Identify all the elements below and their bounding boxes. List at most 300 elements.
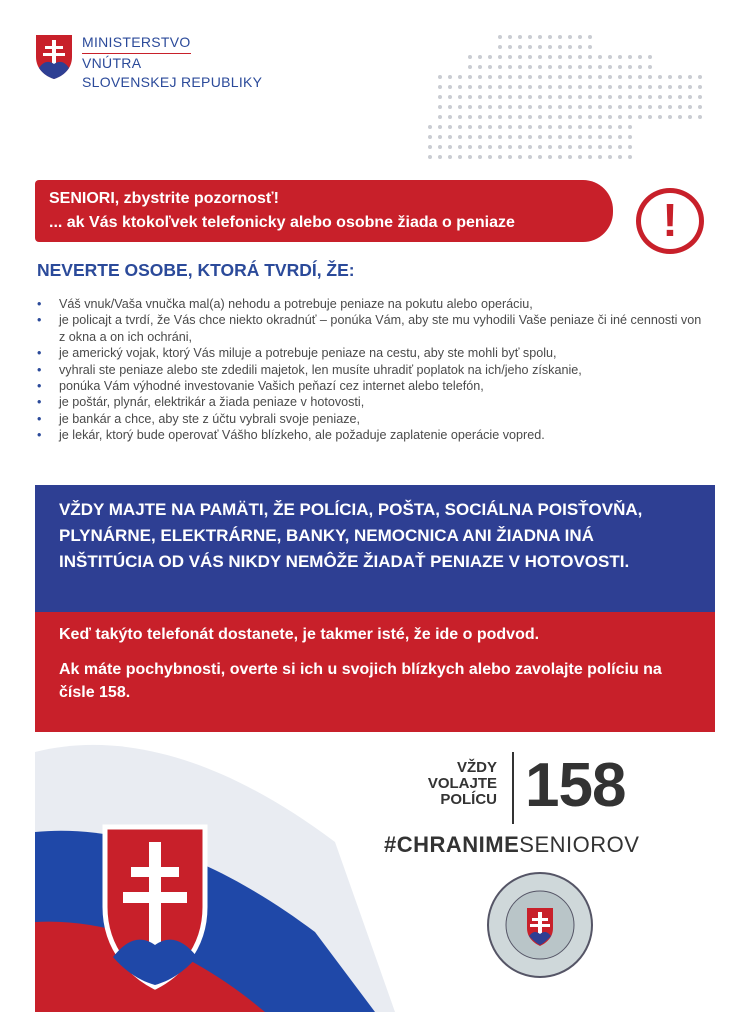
map-dot: [538, 65, 542, 69]
map-dot: [488, 95, 492, 99]
map-dot: [578, 105, 582, 109]
map-dot: [558, 35, 562, 39]
map-dot: [478, 105, 482, 109]
institutions-notice: VŽDY MAJTE NA PAMÄTI, ŽE POLÍCIA, POŠTA, SOCIÁLNA POISŤOVŇA, PLYNÁRNE, ELEKTRÁRNE, BANKY, NEMOCNICA ANI ŽIADNA INÁ INŠTITÚCIA OD VÁS NIKDY NEMÔŽE ŽIADAŤ PENIAZE V HOTOVOSTI.: [35, 485, 715, 613]
map-dot: [508, 105, 512, 109]
map-dot: [568, 45, 572, 49]
map-dot: [498, 85, 502, 89]
map-dot: [558, 65, 562, 69]
map-dot: [568, 95, 572, 99]
map-dot: [498, 55, 502, 59]
map-dot: [588, 45, 592, 49]
map-dot: [658, 85, 662, 89]
map-dot: [638, 85, 642, 89]
map-dot: [578, 125, 582, 129]
map-dot: [608, 155, 612, 159]
map-dot: [648, 105, 652, 109]
map-dot: [568, 145, 572, 149]
call-line: VŽDY: [456, 759, 497, 776]
map-dot: [558, 105, 562, 109]
map-dot: [618, 125, 622, 129]
map-dot: [538, 55, 542, 59]
banner-title: SENIORI, zbystrite pozornosť!: [49, 190, 279, 207]
map-dot: [468, 55, 472, 59]
map-dot: [458, 125, 462, 129]
map-dot: [538, 155, 542, 159]
map-dot: [518, 105, 522, 109]
map-dot: [498, 145, 502, 149]
map-dot: [448, 85, 452, 89]
map-dot: [508, 115, 512, 119]
hashtag-bold: #CHRANIME: [384, 832, 520, 857]
police-emblem-logo: [485, 870, 595, 980]
map-dot: [548, 85, 552, 89]
map-dot: [498, 105, 502, 109]
map-dot: [458, 155, 462, 159]
map-dot: [438, 115, 442, 119]
map-dot: [538, 105, 542, 109]
map-dot: [518, 55, 522, 59]
map-dot: [558, 125, 562, 129]
list-item: • je lekár, ktorý bude operovať Vášho blízkeho, ale požaduje zaplatenie operácie vopred.: [37, 427, 707, 443]
warning-heading: NEVERTE OSOBE, KTORÁ TVRDÍ, ŽE:: [37, 260, 355, 280]
map-dot: [458, 85, 462, 89]
map-dot: [688, 85, 692, 89]
map-dot: [548, 55, 552, 59]
map-dot: [698, 75, 702, 79]
map-dot: [518, 145, 522, 149]
map-dot: [578, 45, 582, 49]
map-dot: [578, 155, 582, 159]
map-dot: [638, 65, 642, 69]
map-dot: [678, 115, 682, 119]
list-item: • je poštár, plynár, elektrikár a žiada peniaze v hotovosti,: [37, 394, 707, 410]
map-dot: [588, 115, 592, 119]
map-dot: [518, 135, 522, 139]
map-dot: [548, 45, 552, 49]
hashtag: [384, 832, 639, 858]
map-dot: [548, 105, 552, 109]
map-dot: [548, 115, 552, 119]
map-dot: [548, 65, 552, 69]
map-dot: [488, 85, 492, 89]
fraud-notice-text: Keď takýto telefonát dostanete, je takmer isté, že ide o podvod.: [59, 626, 540, 643]
map-dot: [538, 95, 542, 99]
map-dot: [528, 125, 532, 129]
map-dot: [638, 115, 642, 119]
map-dot: [648, 65, 652, 69]
map-dot: [528, 85, 532, 89]
map-dot: [448, 125, 452, 129]
map-dot: [688, 115, 692, 119]
map-dot: [618, 105, 622, 109]
map-dot: [698, 85, 702, 89]
list-item: • ponúka Vám výhodné investovanie Vašich peňazí cez internet alebo telefón,: [37, 378, 707, 394]
map-dot: [448, 135, 452, 139]
map-dot: [478, 65, 482, 69]
map-dot: [498, 75, 502, 79]
map-dot: [528, 45, 532, 49]
map-dot: [458, 145, 462, 149]
map-dot: [458, 75, 462, 79]
map-dot: [538, 135, 542, 139]
map-dot: [528, 145, 532, 149]
map-dot: [588, 95, 592, 99]
warning-list: [37, 296, 707, 444]
map-dot: [648, 115, 652, 119]
map-dot: [648, 85, 652, 89]
map-dot: [568, 55, 572, 59]
slovak-coat-of-arms-logo: [35, 34, 73, 80]
map-dot: [508, 65, 512, 69]
map-dot: [538, 145, 542, 149]
map-dot: [618, 75, 622, 79]
map-dot: [638, 55, 642, 59]
map-dot: [468, 115, 472, 119]
map-dot: [548, 145, 552, 149]
map-dot: [438, 75, 442, 79]
map-dot: [508, 85, 512, 89]
map-dot: [488, 125, 492, 129]
map-dot: [588, 145, 592, 149]
map-dot: [468, 75, 472, 79]
map-dot: [518, 75, 522, 79]
ministry-line: SLOVENSKEJ REPUBLIKY: [82, 74, 263, 90]
map-dot: [608, 65, 612, 69]
map-dot: [488, 115, 492, 119]
map-dot: [428, 155, 432, 159]
map-dot: [538, 45, 542, 49]
map-dot: [528, 95, 532, 99]
map-dot: [628, 115, 632, 119]
exclamation-icon: !: [636, 188, 704, 254]
map-dot: [688, 105, 692, 109]
map-dot: [598, 145, 602, 149]
map-dot: [688, 75, 692, 79]
map-dot: [568, 125, 572, 129]
map-dot: [588, 125, 592, 129]
map-dot: [578, 145, 582, 149]
map-dot: [518, 155, 522, 159]
map-dot: [488, 135, 492, 139]
map-dot: [578, 95, 582, 99]
map-dot: [578, 55, 582, 59]
map-dot: [628, 75, 632, 79]
map-dot: [658, 95, 662, 99]
map-dot: [618, 115, 622, 119]
ministry-line: VNÚTRA: [82, 55, 142, 71]
map-dot: [468, 155, 472, 159]
call-line: VOLAJTE: [427, 775, 497, 792]
map-dot: [628, 65, 632, 69]
map-dot: [508, 135, 512, 139]
map-dot: [668, 115, 672, 119]
map-dot: [518, 115, 522, 119]
map-dot: [668, 85, 672, 89]
map-dot: [468, 135, 472, 139]
map-dot: [478, 95, 482, 99]
map-dot: [498, 155, 502, 159]
map-dot: [618, 145, 622, 149]
map-dot: [478, 155, 482, 159]
map-dot: [588, 65, 592, 69]
map-dot: [448, 155, 452, 159]
map-dot: [548, 125, 552, 129]
map-dot: [648, 55, 652, 59]
map-dot: [568, 85, 572, 89]
fraud-notice: [35, 612, 715, 732]
map-dot: [618, 135, 622, 139]
map-dot: [528, 135, 532, 139]
map-dot: [478, 135, 482, 139]
map-dot: [598, 65, 602, 69]
map-dot: [488, 155, 492, 159]
map-dot: [508, 95, 512, 99]
map-dot: [528, 55, 532, 59]
map-dot: [428, 135, 432, 139]
list-item: • Váš vnuk/Vaša vnučka mal(a) nehodu a potrebuje peniaze na pokutu alebo operáciu,: [37, 296, 707, 312]
map-dot: [578, 65, 582, 69]
ministry-line: MINISTERSTVO: [82, 33, 191, 54]
map-dot: [598, 125, 602, 129]
map-dot: [518, 35, 522, 39]
map-dot: [628, 95, 632, 99]
map-dot: [568, 115, 572, 119]
map-dot: [518, 85, 522, 89]
map-dot: [558, 95, 562, 99]
map-dot: [598, 115, 602, 119]
map-dot: [438, 95, 442, 99]
map-dot: [478, 55, 482, 59]
banner-subtitle: ... ak Vás ktokoľvek telefonicky alebo osobne žiada o peniaze: [49, 214, 515, 231]
map-dot: [488, 105, 492, 109]
map-dot: [438, 135, 442, 139]
map-dot: [678, 95, 682, 99]
police-number: 158: [525, 751, 626, 820]
map-dot: [518, 125, 522, 129]
map-dot: [598, 155, 602, 159]
map-dot: [628, 55, 632, 59]
map-dot: [548, 135, 552, 139]
map-dot: [508, 125, 512, 129]
map-dot: [428, 125, 432, 129]
map-dot: [638, 75, 642, 79]
map-dot: [488, 65, 492, 69]
list-item: • vyhrali ste peniaze alebo ste zdedili majetok, len musíte uhradiť poplatok na ich/jeho získanie,: [37, 362, 707, 378]
map-dot: [598, 95, 602, 99]
call-police-label: [400, 760, 497, 808]
map-dot: [448, 105, 452, 109]
map-dot: [468, 145, 472, 149]
map-dot: [698, 115, 702, 119]
map-dot: [588, 85, 592, 89]
map-dot: [588, 135, 592, 139]
map-dot: [558, 45, 562, 49]
map-dot: [558, 85, 562, 89]
map-dot: [488, 55, 492, 59]
map-dot: [438, 85, 442, 89]
map-dot: [568, 105, 572, 109]
map-dot: [488, 145, 492, 149]
hashtag-light: SENIOROV: [519, 832, 640, 857]
map-dot: [678, 105, 682, 109]
map-dot: [618, 85, 622, 89]
map-dot: [548, 95, 552, 99]
map-dot: [478, 115, 482, 119]
map-dot: [438, 145, 442, 149]
map-dot: [598, 85, 602, 89]
map-dot: [538, 115, 542, 119]
map-dot: [588, 105, 592, 109]
map-dot: [578, 135, 582, 139]
map-dot: [588, 35, 592, 39]
map-dot: [628, 85, 632, 89]
map-dot: [548, 155, 552, 159]
map-dot: [468, 95, 472, 99]
list-item: • je policajt a tvrdí, že Vás chce niekto okradnúť – ponúka Vám, aby ste mu vyhodili Vaše peniaze či iné cennosti von z okna a on ich ochráni,: [37, 312, 707, 345]
map-dot: [598, 135, 602, 139]
map-dot: [498, 65, 502, 69]
map-dot: [678, 75, 682, 79]
map-dot: [588, 75, 592, 79]
map-dot: [558, 115, 562, 119]
divider: [512, 752, 514, 824]
map-dot: [628, 125, 632, 129]
map-dot: [518, 65, 522, 69]
map-dot: [498, 135, 502, 139]
list-item: • je americký vojak, ktorý Vás miluje a potrebuje peniaze na cestu, aby ste mohli byť spolu,: [37, 345, 707, 361]
map-dot: [528, 115, 532, 119]
map-dot: [658, 105, 662, 109]
map-dot: [558, 75, 562, 79]
map-dot: [528, 75, 532, 79]
ministry-name: [82, 33, 262, 92]
map-dot: [558, 145, 562, 149]
map-dot: [448, 75, 452, 79]
map-dot: [578, 75, 582, 79]
alert-banner: [35, 180, 613, 242]
map-dot: [568, 65, 572, 69]
map-dot: [498, 125, 502, 129]
map-dot: [608, 75, 612, 79]
map-dot: [578, 35, 582, 39]
list-item: • je bankár a chce, aby ste z účtu vybrali svoje peniaze,: [37, 411, 707, 427]
map-dot: [508, 145, 512, 149]
map-dot: [448, 115, 452, 119]
map-dot: [698, 95, 702, 99]
map-dot: [558, 135, 562, 139]
fraud-notice-text: Ak máte pochybnosti, overte si ich u svojich blízkych alebo zavolajte políciu na čísle 158.: [59, 661, 662, 701]
map-dot: [538, 75, 542, 79]
map-dot: [558, 155, 562, 159]
map-dot: [588, 155, 592, 159]
slovakia-dot-map: [415, 32, 705, 162]
map-dot: [628, 155, 632, 159]
map-dot: [468, 125, 472, 129]
map-dot: [638, 105, 642, 109]
map-dot: [578, 115, 582, 119]
map-dot: [608, 105, 612, 109]
map-dot: [438, 125, 442, 129]
map-dot: [678, 85, 682, 89]
map-dot: [518, 95, 522, 99]
map-dot: [608, 115, 612, 119]
map-dot: [628, 145, 632, 149]
map-dot: [528, 65, 532, 69]
map-dot: [658, 75, 662, 79]
map-dot: [598, 105, 602, 109]
map-dot: [608, 145, 612, 149]
map-dot: [688, 95, 692, 99]
map-dot: [618, 95, 622, 99]
map-dot: [608, 85, 612, 89]
map-dot: [668, 75, 672, 79]
map-dot: [608, 95, 612, 99]
map-dot: [518, 45, 522, 49]
map-dot: [578, 85, 582, 89]
map-dot: [568, 75, 572, 79]
map-dot: [618, 155, 622, 159]
map-dot: [608, 135, 612, 139]
map-dot: [458, 135, 462, 139]
map-dot: [498, 115, 502, 119]
map-dot: [448, 145, 452, 149]
map-dot: [468, 85, 472, 89]
map-dot: [648, 75, 652, 79]
map-dot: [668, 95, 672, 99]
map-dot: [438, 105, 442, 109]
map-dot: [628, 135, 632, 139]
map-dot: [538, 35, 542, 39]
slovak-flag-image: [35, 732, 395, 1012]
map-dot: [508, 35, 512, 39]
map-dot: [458, 115, 462, 119]
map-dot: [538, 85, 542, 89]
map-dot: [528, 105, 532, 109]
map-dot: [618, 65, 622, 69]
map-dot: [548, 75, 552, 79]
map-dot: [608, 125, 612, 129]
call-line: POLÍCU: [440, 791, 497, 808]
map-dot: [538, 125, 542, 129]
map-dot: [478, 145, 482, 149]
map-dot: [498, 95, 502, 99]
map-dot: [698, 105, 702, 109]
map-dot: [608, 55, 612, 59]
map-dot: [548, 35, 552, 39]
map-dot: [668, 105, 672, 109]
map-dot: [588, 55, 592, 59]
map-dot: [528, 35, 532, 39]
map-dot: [488, 75, 492, 79]
map-dot: [508, 75, 512, 79]
map-dot: [468, 105, 472, 109]
map-dot: [648, 95, 652, 99]
map-dot: [438, 155, 442, 159]
map-dot: [508, 55, 512, 59]
map-dot: [598, 75, 602, 79]
map-dot: [478, 85, 482, 89]
map-dot: [498, 45, 502, 49]
map-dot: [628, 105, 632, 109]
map-dot: [568, 35, 572, 39]
map-dot: [558, 55, 562, 59]
map-dot: [498, 35, 502, 39]
map-dot: [618, 55, 622, 59]
map-dot: [528, 155, 532, 159]
map-dot: [508, 155, 512, 159]
map-dot: [598, 55, 602, 59]
